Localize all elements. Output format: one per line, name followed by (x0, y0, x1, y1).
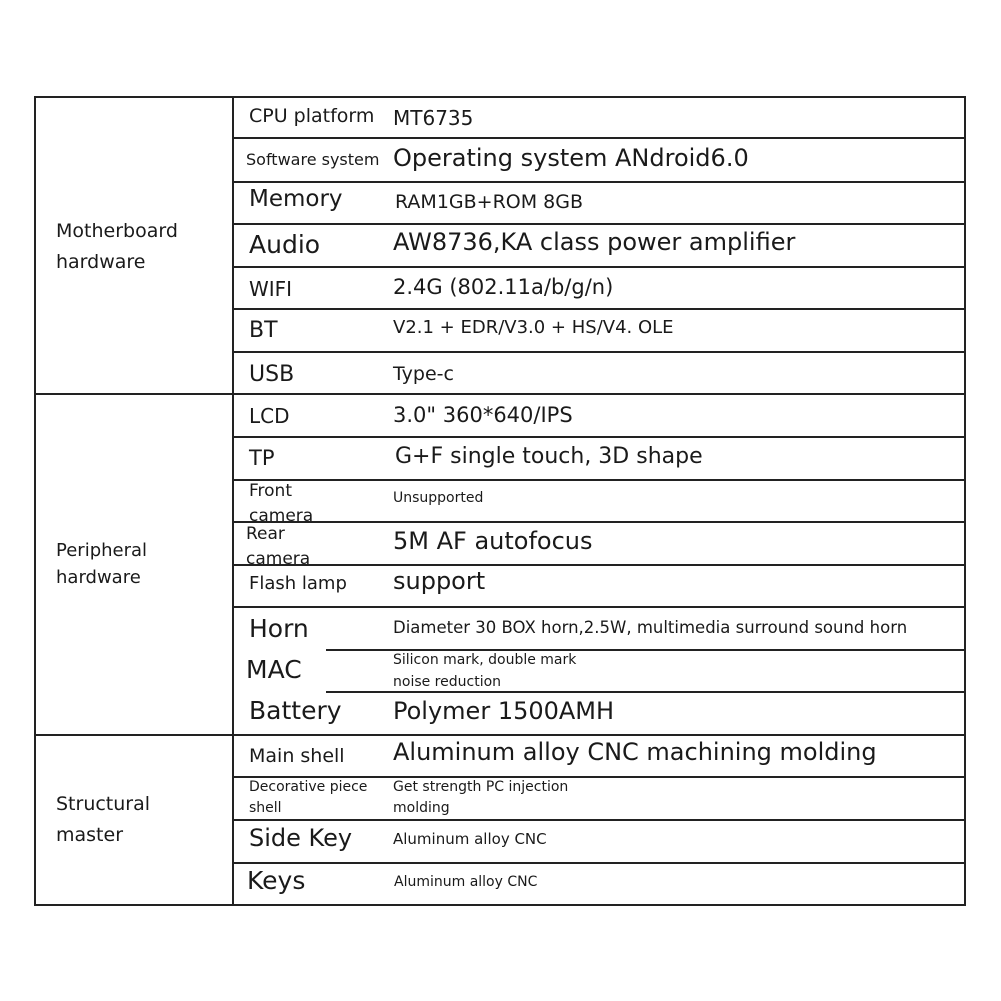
spec-value-wifi: 2.4G (802.11a/b/g/n) (393, 275, 614, 299)
row-divider (234, 606, 380, 608)
row-divider (380, 862, 966, 864)
spec-value-mac: Silicon mark, double mark noise reduction (393, 652, 577, 690)
spec-value-battery: Polymer 1500AMH (393, 697, 615, 725)
spec-label-decorative-piece-shell: Decorative piece shell (249, 779, 368, 816)
group-label-structural: Structural master (56, 793, 151, 846)
row-divider (234, 734, 966, 736)
row-divider (380, 479, 966, 481)
group-label-peripheral: Peripheral hardware (56, 540, 148, 588)
spec-value-software-system: Operating system ANdroid6.0 (393, 144, 749, 172)
row-divider (234, 266, 966, 268)
spec-value-cpu-platform: MT6735 (393, 106, 474, 130)
spec-label-lcd: LCD (249, 404, 290, 428)
spec-label-main-shell: Main shell (249, 745, 345, 767)
spec-value-horn: Diameter 30 BOX horn,2.5W, multimedia surround sound horn (393, 618, 908, 637)
spec-label-wifi: WIFI (249, 277, 293, 301)
spec-label-bt: BT (249, 318, 278, 343)
spec-label-horn: Horn (249, 614, 309, 643)
row-divider (380, 137, 966, 139)
spec-value-bt: V2.1 + EDR/V3.0 + HS/V4. OLE (393, 317, 674, 338)
spec-label-software-system: Software system (246, 150, 380, 169)
row-divider (234, 862, 380, 864)
spec-label-tp: TP (249, 446, 275, 470)
spec-label-front-camera: Front camera (249, 481, 314, 526)
row-divider (234, 819, 380, 821)
row-divider (234, 137, 380, 139)
row-divider (380, 181, 966, 183)
spec-value-flash-lamp: support (393, 567, 486, 595)
row-divider (234, 308, 380, 310)
row-divider (380, 351, 966, 353)
spec-label-battery: Battery (249, 696, 342, 725)
spec-label-usb: USB (249, 362, 295, 387)
spec-value-memory: RAM1GB+ROM 8GB (395, 191, 584, 213)
spec-value-audio: AW8736,KA class power amplifier (393, 228, 796, 256)
spec-label-side-key: Side Key (249, 824, 353, 852)
spec-label-mac: MAC (246, 655, 302, 684)
row-divider (380, 819, 966, 821)
spec-value-decorative-piece-shell: Get strength PC injection molding (393, 779, 569, 816)
row-divider (380, 564, 966, 566)
row-divider (234, 393, 966, 395)
group-label-motherboard: Motherboard hardware (56, 220, 178, 273)
spec-value-lcd: 3.0" 360*640/IPS (393, 403, 573, 427)
spec-value-keys: Aluminum alloy CNC (394, 874, 538, 890)
row-divider (380, 606, 966, 608)
spec-value-front-camera: Unsupported (393, 490, 484, 506)
spec-label-memory: Memory (249, 186, 343, 212)
spec-label-keys: Keys (247, 866, 306, 895)
row-divider (234, 181, 380, 183)
spec-value-rear-camera: 5M AF autofocus (393, 527, 593, 555)
spec-label-rear-camera: Rear camera (246, 524, 311, 569)
row-divider (380, 308, 966, 310)
spec-value-tp: G+F single touch, 3D shape (395, 444, 703, 469)
spec-label-audio: Audio (249, 230, 321, 259)
row-divider (380, 521, 966, 523)
spec-value-usb: Type-c (393, 363, 454, 385)
spec-label-cpu-platform: CPU platform (249, 105, 375, 127)
row-divider (234, 223, 966, 225)
spec-label-flash-lamp: Flash lamp (249, 573, 347, 594)
row-divider (234, 351, 380, 353)
spec-value-side-key: Aluminum alloy CNC (393, 830, 547, 848)
row-divider (234, 436, 966, 438)
spec-value-main-shell: Aluminum alloy CNC machining molding (393, 738, 877, 766)
